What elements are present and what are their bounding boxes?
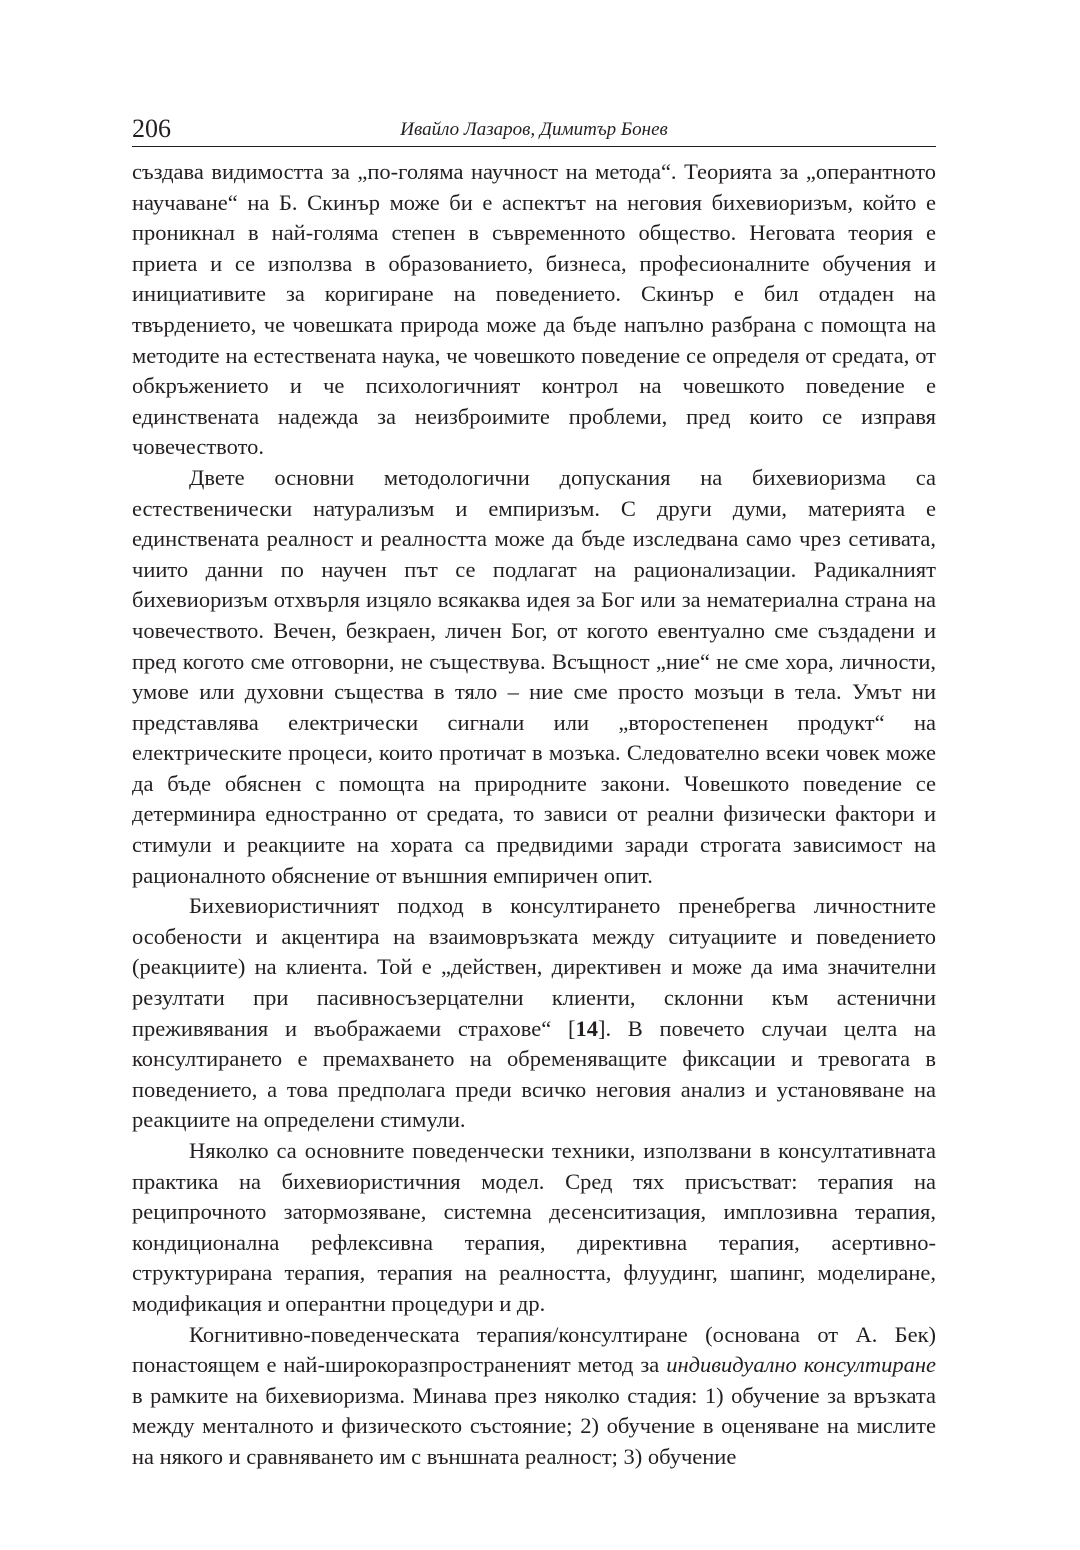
paragraph-5-text-cont: в рамките на бихевиоризма. Минава през няколко стадия: 1) обучение за връзката между менталното и физическото състояние; 2) обучение в оценяване на мислите на някого и сравняването им с външната реалност; 3) обучение	[132, 1382, 936, 1469]
body-text	[132, 157, 936, 1473]
paragraph-5-text: Когнитивно-поведенческата терапия/консултиране (основана от А. Бек) понастоящем е най-широкоразпространеният метод за	[132, 1321, 936, 1378]
paragraph-5	[132, 1320, 936, 1473]
italic-term: индивидуално консултиране	[666, 1352, 936, 1378]
paragraph-1: създава видимостта за „по-голяма научност на метода“. Теорията за „оперантното научаване“ на Б. Скинър може би е аспектът на неговия бихевиоризъм, който е проникнал в най-голяма степен в съвременното общество. Неговата теория е приета и се използва в образованието, бизнеса, професионалните обучения и инициативите за коригиране на поведението. Скинър е бил отдаден на твърдението, че човешката природа може да бъде напълно разбрана с помощта на методите на естествената наука, че човешкото поведение се определя от средата, от обкръжението и че психологичният контрол на човешкото поведение е единствената надежда за неизброимите проблеми, пред които се изправя човечеството.	[132, 159, 936, 460]
page	[132, 112, 936, 1473]
paragraph-4: Няколко са основните поведенчески техники, използвани в консултативната практика на бихевиористичния модел. Сред тях присъстват: терапия на реципрочното затормозяване, системна десенситизация, имплозивна терапия, кондиционална рефлексивна терапия, директивна терапия, асертивно-структурирана терапия, терапия на реалността, флуудинг, шапинг, моделиране, модификация и оперантни процедури и др.	[132, 1138, 936, 1316]
paragraph-2: Двете основни методологични допускания на бихевиоризма са естественически натурализъм и емпиризъм. С други думи, материята е единствената реалност и реалността може да бъде изследвана само чрез сетивата, чиито данни по научен път се подлагат на рационализации. Радикалният бихевиоризъм отхвърля изцяло всякаква идея за Бог или за нематериална страна на човечеството. Вечен, безкраен, личен Бог, от когото евентуално сме създадени и пред когото сме отговорни, не съществува. Всъщност „ние“ не сме хора, личности, умове или духовни същества в тяло – ние сме просто мозъци в тела. Умът ни представлява електрически сигнали или „второстепенен продукт“ на електрическите процеси, които протичат в мозъка. Следователно всеки човек може да бъде обяснен с помощта на природните закони. Човешкото поведение се детерминира едностранно от средата, то зависи от реални физически фактори и стимули и реакциите на хората са предвидими заради строгата зависимост на рационалното обяснение от външния емпиричен опит.	[132, 464, 936, 888]
running-header	[132, 112, 936, 147]
paragraph-3	[132, 891, 936, 1136]
page-number: 206	[132, 114, 171, 143]
running-title: Ивайло Лазаров, Димитър Бонев	[400, 119, 668, 140]
paragraph-3-text-cont: ]. В повечето случаи целта на консултирането е премахването на обременяващите фиксации и тревогата в поведението, а това предполага преди всичко неговия анализ и установяване на реакциите на определени стимули.	[132, 1015, 936, 1133]
paragraph-3-text: Бихевиористичният подход в консултирането пренебрегва личностните особености и акцентира на взаимовръзката между ситуациите и поведението (реакциите) на клиента. Той е „действен, директивен и може да има значителни резултати при пасивносъзерцателни клиенти, склонни към астенични преживявания и въображаеми страхове“ [	[132, 893, 936, 1041]
citation-reference: 14	[575, 1015, 598, 1041]
